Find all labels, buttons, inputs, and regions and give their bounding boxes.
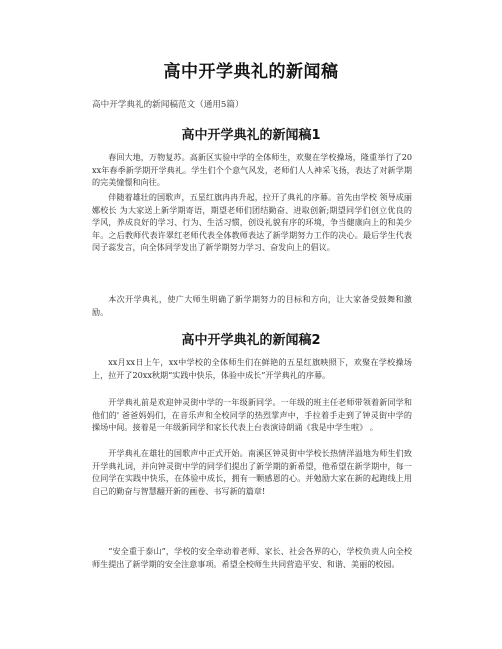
paragraph: 本次开学典礼，使广大师生明确了新学期努力的目标和方向，让大家备受鼓舞和激励。 <box>92 294 412 317</box>
paragraph: 春回大地，万物复苏。高新区实验中学的全体师生，欢聚在学校操场，隆重举行了20xx年春季新学期开学典礼。学生们个个意气风发，老师们人人神采飞扬，表达了对新学期的完美憧憬和向往。 <box>92 152 412 188</box>
paragraph: 开学典礼在雄壮的国歌声中正式开始。南溪区钟灵街中学校长热情洋溢地为师生们致开学典礼词，并向钟灵街中学的同学们提出了新学期的新希望，他希望在新学期中，每一位同学在实践中快乐，在体验中成长，拥有一颗感恩的心。并勉励大家在新的起跑线上用自己的勤奋与智慧翻开新的画卷、书写新的篇章! <box>92 448 412 496</box>
paragraph: xx月xx日上午，xx中学校的全体师生们在鲜艳的五星红旗映照下，欢聚在学校操场上，拉开了20xx秋期“实践中快乐，体验中成长”开学典礼的序幕。 <box>92 357 412 380</box>
paragraph: 开学典礼前是欢迎钟灵街中学的一年级新同学。一年级的班主任老师带领着新同学和他们的' 爸爸妈妈们，在音乐声和全校同学的热烈掌声中，手拉着手走到了钟灵街中学的操场中间。接着是一年级新同学和家长代表上台表演诗朗诵《我是中学生啦》 。 <box>92 397 412 433</box>
section-heading-1: 高中开学典礼的新闻稿1 <box>181 128 321 143</box>
paragraph: 伴随着雄壮的国歌声，五星红旗冉冉升起，拉开了典礼的序幕。首先由学校 领导成丽娜校长 为大家送上新学期寄语，期望老师们团结勤奋、进取创新;期望同学们创立优良的学风，养成良好的学习、行为、生活习惯，创设礼貌有序的环境，争当健康向上的和美少年。之后教师代表许翠红老师代表全体教师表达了新学期努力工作的决心。最后学生代表闵子蕊发言，向全体同学发出了新学期努力学习、奋发向上的倡议。 <box>92 192 412 253</box>
section-heading-2: 高中开学典礼的新闻稿2 <box>181 333 321 348</box>
paragraph: “安全重于泰山”，学校的安全牵动着老师、家长、社会各界的心，学校负责人向全校师生提出了新学期的安全注意事项。希望全校师生共同营造平安、和谐、美丽的校园。 <box>92 546 412 569</box>
document-title: 高中开学典礼的新闻稿 <box>163 62 339 82</box>
document-subtitle: 高中开学典礼的新闻稿范文（通用5篇） <box>92 100 244 110</box>
